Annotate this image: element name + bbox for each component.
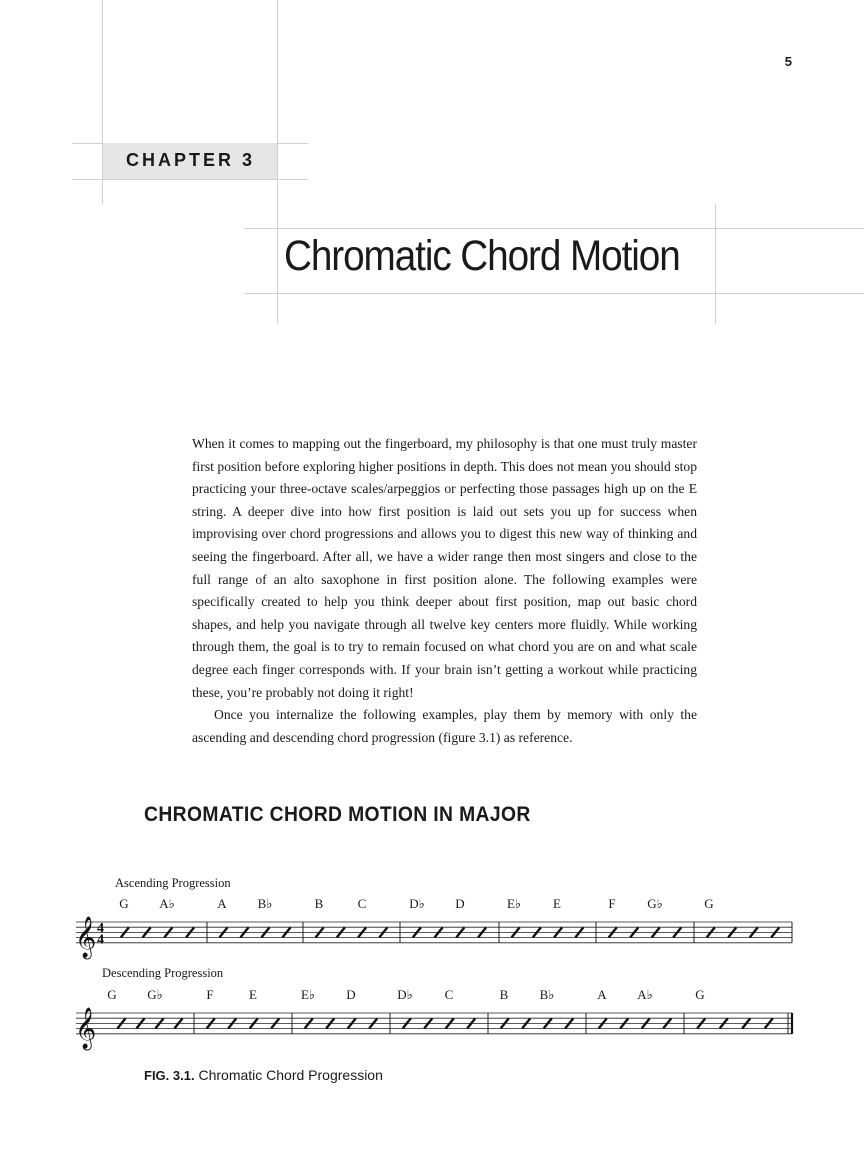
chord-symbol: D♭ (397, 987, 413, 1002)
chord-symbol: G (107, 987, 117, 1002)
chord-symbol: D♭ (409, 896, 425, 911)
chord-symbol: A (597, 987, 607, 1002)
section-heading: CHROMATIC CHORD MOTION IN MAJOR (144, 803, 531, 826)
treble-clef-icon: 𝄞 (75, 1007, 97, 1049)
chord-symbol: C (444, 987, 454, 1002)
chord-symbol: E (553, 896, 561, 911)
body-paragraph: Once you internalize the following examples, play them by memory with only the ascending and descending chord progression (figure 3.1) as reference. (192, 707, 697, 745)
figure-caption-text: Chromatic Chord Progression (198, 1067, 383, 1083)
chord-symbol: B (499, 987, 509, 1002)
time-signature-top: 4 (97, 920, 104, 936)
chord-symbol: E (249, 987, 257, 1002)
chord-symbol: A♭ (637, 987, 653, 1002)
chord-symbol: B♭ (539, 987, 555, 1002)
chord-symbol: C (357, 896, 367, 911)
chord-symbol: A (217, 896, 227, 911)
chord-symbol: D (346, 987, 356, 1002)
staff-label: Ascending Progression (115, 876, 231, 890)
chord-symbol: D (455, 896, 465, 911)
chord-symbol: F (608, 896, 616, 911)
chord-symbol: G (119, 896, 129, 911)
chord-symbol: G♭ (647, 896, 663, 911)
page-number: 5 (784, 54, 792, 69)
staff-label: Descending Progression (102, 966, 224, 980)
chord-symbol: G (695, 987, 705, 1002)
chord-symbol: A♭ (159, 896, 175, 911)
figure-caption-label: FIG. 3.1. (144, 1068, 195, 1083)
chapter-label: CHAPTER 3 (126, 150, 256, 170)
chord-symbol: F (206, 987, 214, 1002)
figure-caption (144, 1067, 383, 1083)
time-signature-bottom: 4 (97, 932, 104, 948)
chord-symbol: B (314, 896, 324, 911)
body-paragraph: When it comes to mapping out the fingerboard, my philosophy is that one must truly master first position before exploring higher positions in depth. This does not mean you should stop practicing your three-octave scales/arpeggios or perfecting those passages high up on the E string. A deeper dive into how first position is laid out sets you up for success when improvising over chord progressions and allows you to digest this new way of thinking and seeing the fingerboard. After all, we have a wider range then most singers and close to the full range of an alto saxophone in first position alone. The following examples were specifically created to help you think deeper about first position, map out basic chord shapes, and help you navigate through all twelve key centers more fluidly. While working through them, the goal is to try to remain focused on what chord you are on and what scale degree each finger corresponds with. If your brain isn’t getting a workout while practicing these, you’re probably not doing it right! (192, 436, 697, 700)
chord-symbol: E♭ (506, 896, 522, 911)
chapter-title: Chromatic Chord Motion (284, 232, 680, 280)
chord-symbol: E♭ (300, 987, 316, 1002)
chord-symbol: G (704, 896, 714, 911)
treble-clef-icon: 𝄞 (75, 916, 97, 958)
chord-symbol: B♭ (257, 896, 273, 911)
chord-symbol: G♭ (147, 987, 163, 1002)
